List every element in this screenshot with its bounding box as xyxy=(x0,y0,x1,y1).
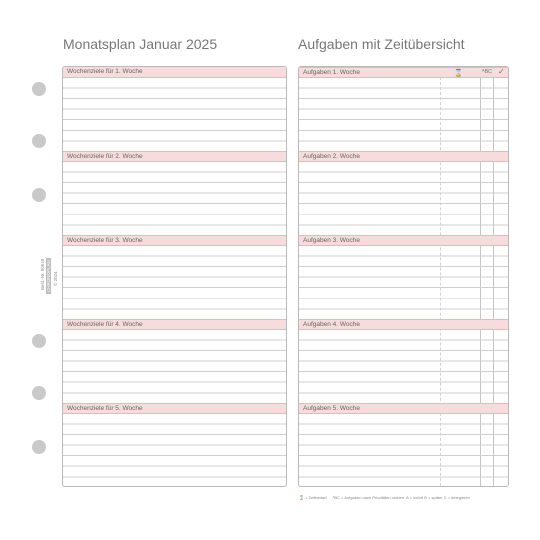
tasks-week-block xyxy=(299,403,508,487)
writing-lines[interactable] xyxy=(299,246,508,319)
legend-footnote xyxy=(299,495,509,500)
writing-lines[interactable] xyxy=(299,330,508,403)
week-goals-header: Wochenziele für 4. Woche xyxy=(63,319,286,330)
binder-hole xyxy=(32,82,46,96)
tasks-week-header xyxy=(299,67,508,78)
tasks-week-label: Aufgaben 4. Woche xyxy=(303,321,360,328)
week-goals-header: Wochenziele für 1. Woche xyxy=(63,67,286,78)
week-goals-block xyxy=(63,151,286,235)
writing-lines[interactable] xyxy=(299,414,508,487)
time-legend xyxy=(299,495,327,500)
writing-lines[interactable] xyxy=(299,78,508,151)
tasks-week-header xyxy=(299,151,508,162)
page-title-right: Aufgaben mit Zeitübersicht xyxy=(298,36,465,52)
tasks-week-label: Aufgaben 1. Woche xyxy=(303,69,360,76)
tasks-week-block xyxy=(299,319,508,403)
brand-label: CHRONOPLAN xyxy=(46,260,51,292)
binder-hole xyxy=(32,134,46,148)
side-imprint xyxy=(40,244,60,304)
week-goals-block xyxy=(63,235,286,319)
hourglass-icon: ⌛ xyxy=(299,495,304,500)
page-title-left: Monatsplan Januar 2025 xyxy=(63,36,218,52)
weekly-goals-panel xyxy=(62,66,287,487)
tasks-week-label: Aufgaben 3. Woche xyxy=(303,237,360,244)
priority-legend xyxy=(333,495,470,500)
tasks-week-label: Aufgaben 2. Woche xyxy=(303,153,360,160)
writing-lines[interactable] xyxy=(63,78,286,151)
tasks-week-header xyxy=(299,235,508,246)
hourglass-icon: ⌛ xyxy=(454,70,463,77)
time-legend-text: = Zeitbedarf xyxy=(305,495,327,500)
binder-hole xyxy=(32,440,46,454)
tasks-week-block xyxy=(299,67,508,151)
tasks-panel xyxy=(298,66,509,487)
week-goals-header: Wochenziele für 5. Woche xyxy=(63,403,286,414)
priority-legend-text: = Aufgaben nach Prioritäten ordnen: A = sofort B = später C = delegieren xyxy=(341,495,470,500)
week-goals-header: Wochenziele für 2. Woche xyxy=(63,151,286,162)
binder-hole xyxy=(32,188,46,202)
week-goals-block xyxy=(63,319,286,403)
tasks-week-header xyxy=(299,403,508,414)
tasks-week-header xyxy=(299,319,508,330)
writing-lines[interactable] xyxy=(63,414,286,487)
copyright-year: © 2024 xyxy=(53,271,58,286)
checkmark-icon: ✓ xyxy=(498,67,505,76)
week-goals-header: Wochenziele für 3. Woche xyxy=(63,235,286,246)
week-goals-block xyxy=(63,67,286,151)
tasks-week-block xyxy=(299,151,508,235)
writing-lines[interactable] xyxy=(299,162,508,235)
binder-hole xyxy=(32,334,46,348)
tasks-week-block xyxy=(299,235,508,319)
writing-lines[interactable] xyxy=(63,246,286,319)
tasks-week-label: Aufgaben 5. Woche xyxy=(303,405,360,412)
week-goals-block xyxy=(63,403,286,487)
priority-abc-icon: ᴬBC xyxy=(482,69,493,75)
writing-lines[interactable] xyxy=(63,330,286,403)
priority-abc-icon: ᴬBC xyxy=(332,495,340,500)
article-number: Best.-Nr. 50510 xyxy=(40,258,45,290)
binder-hole xyxy=(32,386,46,400)
writing-lines[interactable] xyxy=(63,162,286,235)
